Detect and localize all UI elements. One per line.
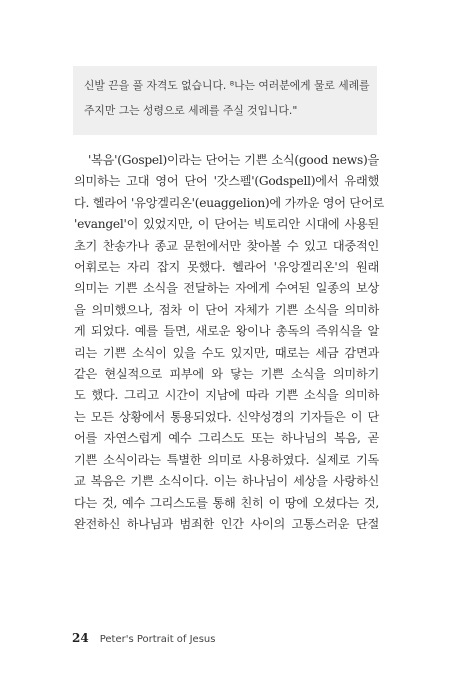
body-line: 게 되었다. 예를 들면, 새로운 왕이나 총독의 즉위식을 알	[74, 324, 379, 339]
body-line: 다는 것, 예수 그리스도를 통해 친히 이 땅에 오셨다는 것,	[74, 495, 379, 510]
body-line: 교 복음은 기쁜 소식이다. 이는 하나님이 세상을 사랑하신	[74, 474, 379, 489]
body-line: 같은 현실적으로 피부에 와 닿는 기쁜 소식을 의미하기	[74, 367, 379, 382]
body-line: 리는 기쁜 소식이 있을 수도 있지만, 때로는 세금 감면과	[74, 345, 379, 360]
body-line: 는 모든 상황에서 통용되었다. 신약성경의 기자들은 이 단	[74, 409, 379, 424]
body-line: 의미하는 고대 영어 단어 '갓스펠'(Godspell)에서 유래했	[74, 174, 379, 189]
body-paragraph	[74, 150, 384, 535]
body-line: 초기 찬송가나 종교 문헌에서만 찾아볼 수 있고 대중적인	[74, 238, 379, 253]
quote-line: 주지만 그는 성령으로 세례를 주실 것입니다."	[84, 104, 298, 117]
body-line: 어휘로는 자리 잡지 못했다. 헬라어 '유앙겔리온'의 원래	[74, 260, 379, 275]
body-line: 다. 헬라어 '유앙겔리온'(euaggelion)에 가까운 영어 단어로	[74, 195, 384, 210]
body-line: 의미는 기쁜 소식을 전달하는 자에게 수여된 일종의 보상	[74, 281, 379, 296]
page-number: 24	[72, 631, 89, 645]
body-line: 완전하신 하나님과 범죄한 인간 사이의 고통스러운 단절	[74, 516, 379, 531]
scripture-quote-box	[73, 66, 377, 135]
running-head: Peter's Portrait of Jesus	[99, 634, 216, 645]
quote-line: 신발 끈을 풀 자격도 없습니다. ⁸나는 여러분에게 물로 세례를	[84, 79, 370, 92]
body-line: 을 의미했으나, 점차 이 단어 자체가 기쁜 소식을 의미하	[74, 302, 379, 317]
body-line: 기쁜 소식이라는 특별한 의미로 사용하였다. 실제로 기독	[74, 452, 379, 467]
body-line: 어를 자연스럽게 예수 그리스도 또는 하나님의 복음, 곧	[74, 431, 379, 446]
body-line: 도 했다. 그리고 시간이 지남에 따라 기쁜 소식을 의미하	[74, 388, 379, 403]
body-line: 'evangel'이 있었지만, 이 단어는 빅토리안 시대에 사용된	[74, 217, 379, 232]
page-footer	[72, 631, 215, 645]
body-line: '복음'(Gospel)이라는 단어는 기쁜 소식(good news)을	[88, 153, 379, 167]
